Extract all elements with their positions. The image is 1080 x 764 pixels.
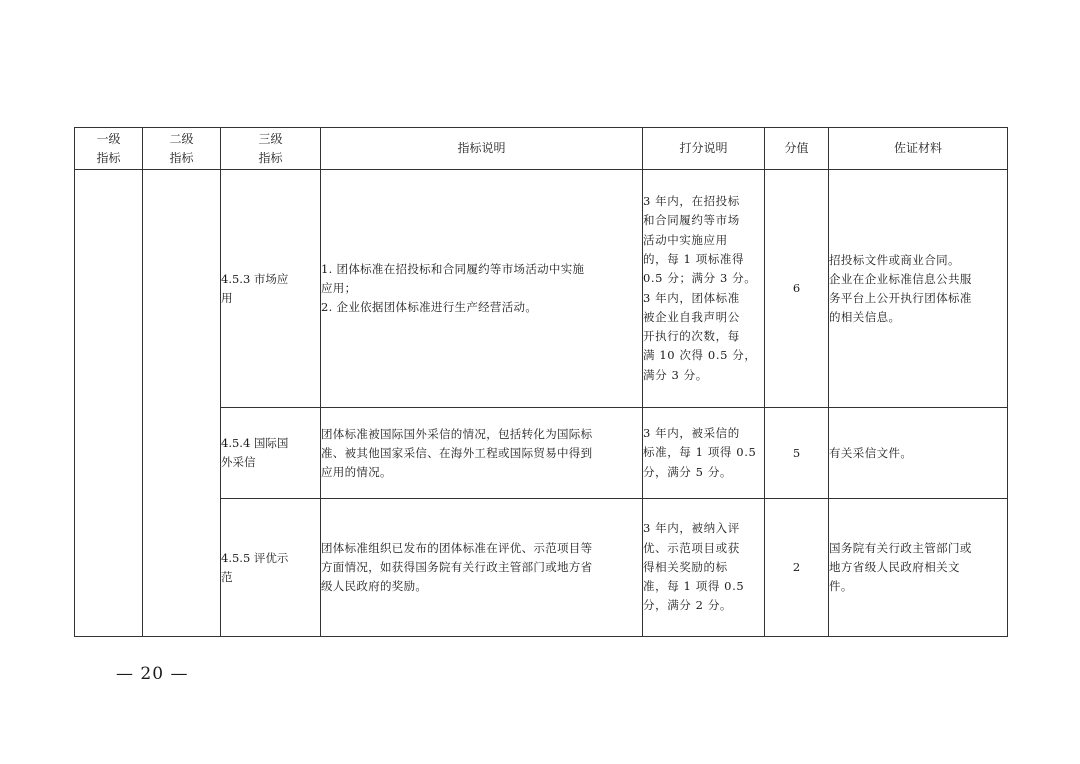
score-cell: 5	[765, 408, 829, 499]
description-cell: 1. 团体标准在招投标和合同履约等市场活动中实施 应用； 2. 企业依据团体标准进行生产经营活动。	[321, 170, 643, 408]
level2-cell	[143, 170, 221, 637]
level3-cell: 4.5.3 市场应 用	[221, 170, 321, 408]
table-header-row	[75, 128, 1008, 170]
header-scoring: 打分说明	[643, 128, 765, 170]
scoring-cell: 3 年内，被纳入评 优、示范项目或获 得相关奖励的标 准，每 1 项得 0.5 分，满分 2 分。	[643, 499, 765, 637]
table-row	[75, 170, 1008, 408]
level1-cell	[75, 170, 143, 637]
header-evidence: 佐证材料	[829, 128, 1008, 170]
scoring-cell: 3 年内，被采信的 标准，每 1 项得 0.5 分，满分 5 分。	[643, 408, 765, 499]
evidence-cell: 有关采信文件。	[829, 408, 1008, 499]
description-cell: 团体标准被国际国外采信的情况，包括转化为国际标 准、被其他国家采信、在海外工程或国际贸易中得到 应用的情况。	[321, 408, 643, 499]
score-cell: 6	[765, 170, 829, 408]
indicator-table	[74, 127, 1008, 637]
score-cell: 2	[765, 499, 829, 637]
header-score: 分值	[765, 128, 829, 170]
header-level1: 一级 指标	[75, 128, 143, 170]
header-level2: 二级 指标	[143, 128, 221, 170]
level3-cell: 4.5.4 国际国 外采信	[221, 408, 321, 499]
description-cell: 团体标准组织已发布的团体标准在评优、示范项目等 方面情况，如获得国务院有关行政主管部门或地方省 级人民政府的奖励。	[321, 499, 643, 637]
level3-cell: 4.5.5 评优示 范	[221, 499, 321, 637]
header-description: 指标说明	[321, 128, 643, 170]
header-level3: 三级 指标	[221, 128, 321, 170]
evidence-cell: 国务院有关行政主管部门或 地方省级人民政府相关文 件。	[829, 499, 1008, 637]
scoring-cell: 3 年内，在招投标 和合同履约等市场 活动中实施应用 的，每 1 项标准得 0.5 分；满分 3 分。 3 年内，团体标准 被企业自我声明公 开执行的次数，每 满 10 次得 0.5 分， 满分 3 分。	[643, 170, 765, 408]
evidence-cell: 招投标文件或商业合同。 企业在企业标准信息公共服 务平台上公开执行团体标准 的相关信息。	[829, 170, 1008, 408]
page-number: — 20 —	[116, 664, 189, 684]
